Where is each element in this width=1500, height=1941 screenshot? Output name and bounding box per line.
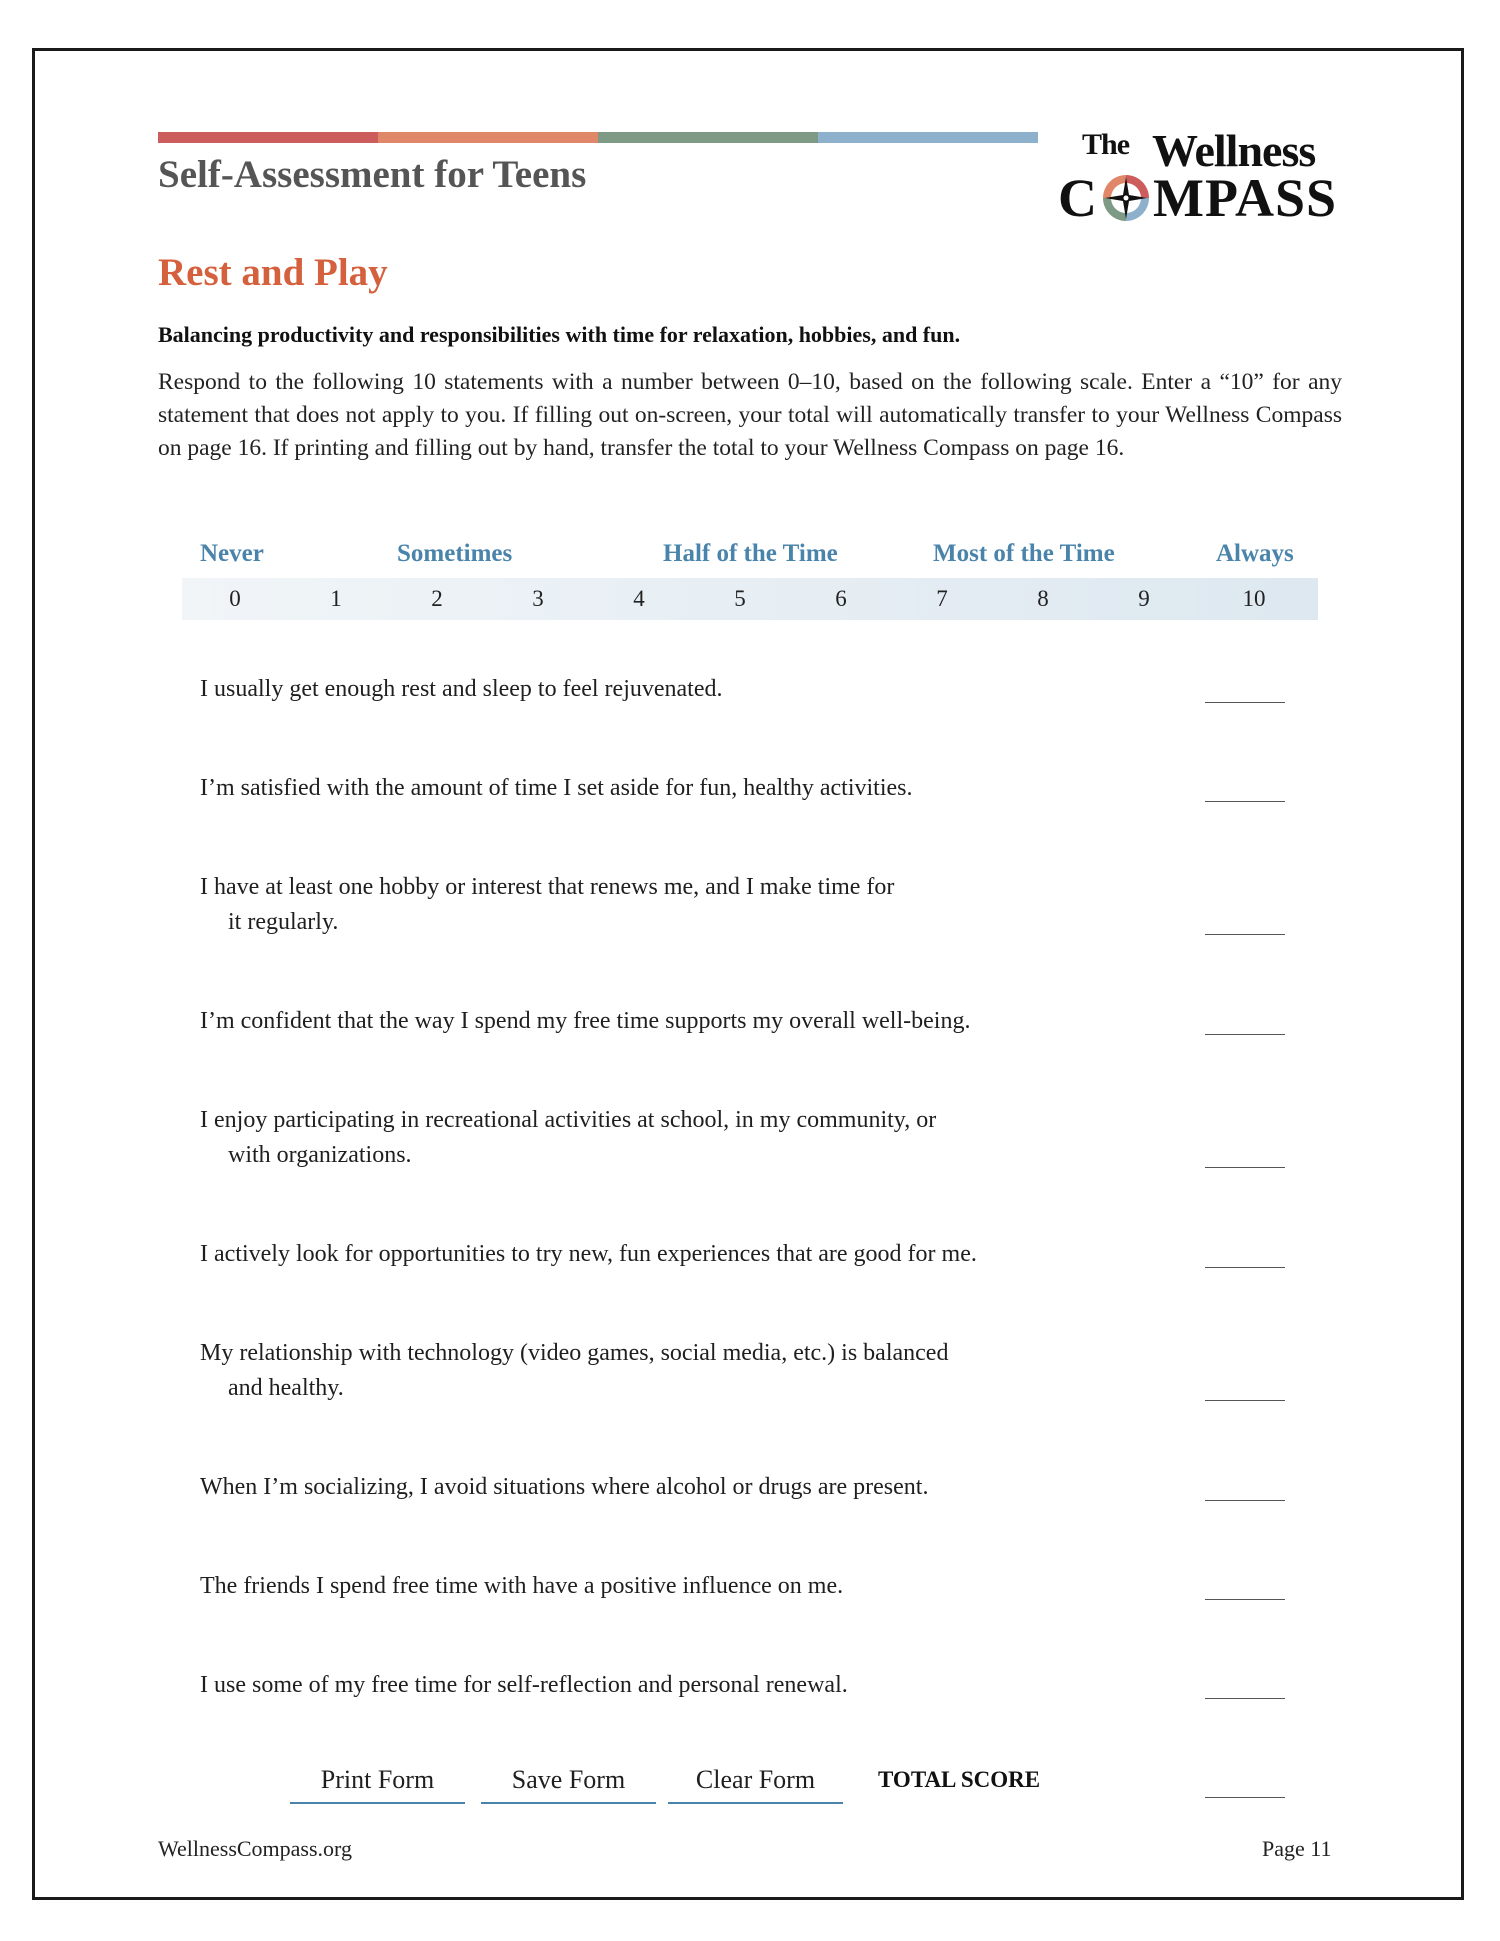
footer-website: WellnessCompass.org [158,1836,352,1861]
color-bar-segment-4 [818,132,1038,143]
scale-number: 5 [734,586,746,611]
logo-compass-rest: MPASS [1153,168,1338,228]
scale-number: 6 [835,586,847,611]
statement-text-continued: it regularly. [228,909,339,935]
scale-number: 8 [1037,586,1049,611]
section-subtitle: Balancing productivity and responsibilities with time for relaxation, hobbies, and fun. [158,322,961,347]
statement-text: I’m confident that the way I spend my free time supports my overall well-being. [200,1008,971,1034]
scale-number: 7 [936,586,948,611]
scale-number: 0 [229,586,241,611]
statement-2-answer-field[interactable] [1205,777,1285,802]
statement-text: I enjoy participating in recreational activities at school, in my community, or [200,1107,937,1133]
statement-text-continued: with organizations. [228,1142,412,1168]
document-title: Self-Assessment for Teens [158,153,587,196]
statement-9-answer-field[interactable] [1205,1575,1285,1600]
statement-text-continued: and healthy. [228,1375,344,1401]
header-color-bar [158,132,1038,143]
footer-page-number: Page 11 [1262,1836,1332,1861]
statement-text: I have at least one hobby or interest that renews me, and I make time for [200,874,895,900]
scale-label-always: Always [1216,540,1294,567]
statement-1 [200,672,722,707]
logo-compass-row [1058,170,1337,226]
scale-label-most: Most of the Time [933,540,1115,567]
scale-number-band [182,578,1318,620]
print-form-button[interactable]: Print Form [290,1758,465,1804]
statement-text: When I’m socializing, I avoid situations where alcohol or drugs are present. [200,1474,929,1500]
statement-7 [200,1336,948,1406]
statement-5 [200,1103,936,1173]
scale-number: 3 [532,586,544,611]
statement-4 [200,1004,970,1039]
statement-3-answer-field[interactable] [1205,910,1285,935]
statement-text: I actively look for opportunities to try new, fun experiences that are good for me. [200,1241,977,1267]
statement-8 [200,1470,928,1505]
section-title: Rest and Play [158,251,388,294]
statement-10-answer-field[interactable] [1205,1674,1285,1699]
logo-compass-c: C [1058,168,1097,228]
statement-text: I use some of my free time for self-reflection and personal renewal. [200,1672,848,1698]
scale-number: 10 [1242,586,1266,611]
scale-number: 4 [633,586,645,611]
statement-text: I usually get enough rest and sleep to feel rejuvenated. [200,676,723,702]
statement-text: The friends I spend free time with have a positive influence on me. [200,1573,844,1599]
scale-number: 2 [431,586,443,611]
statement-6 [200,1237,977,1272]
statement-7-answer-field[interactable] [1205,1376,1285,1401]
instructions-text: Respond to the following 10 statements with a number between 0–10, based on the following scale. Enter a “10” for any statement that does not apply to you. If filling out on-screen, your total will automatically transfer to your Wellness Compass on page 16. If printing and filling out by hand, transfer the total to your Wellness Compass on page 16. [158,369,1342,461]
logo-wellness-text: Wellness [1152,125,1316,176]
statement-2 [200,771,912,806]
scale-number: 1 [330,586,342,611]
statement-5-answer-field[interactable] [1205,1143,1285,1168]
color-bar-segment-2 [378,132,598,143]
statement-text: My relationship with technology (video games, social media, etc.) is balanced [200,1340,949,1366]
compass-icon [1099,171,1153,225]
statement-4-answer-field[interactable] [1205,1010,1285,1035]
scale-number: 9 [1138,586,1150,611]
total-score-field[interactable] [1205,1773,1285,1798]
total-score-label: TOTAL SCORE [878,1767,1041,1792]
scale-label-half: Half of the Time [663,540,838,567]
statement-10 [200,1668,848,1703]
statement-6-answer-field[interactable] [1205,1243,1285,1268]
color-bar-segment-1 [158,132,378,143]
statement-8-answer-field[interactable] [1205,1476,1285,1501]
clear-form-button[interactable]: Clear Form [668,1758,843,1804]
statement-3 [200,870,894,940]
wellness-compass-logo [1058,124,1342,228]
statement-1-answer-field[interactable] [1205,678,1285,703]
logo-the-text: The [1082,128,1130,161]
scale-label-never: Never [200,540,264,567]
color-bar-segment-3 [598,132,818,143]
statement-9 [200,1569,843,1604]
statement-text: I’m satisfied with the amount of time I set aside for fun, healthy activities. [200,775,913,801]
save-form-button[interactable]: Save Form [481,1758,656,1804]
scale-label-sometimes: Sometimes [397,540,513,567]
